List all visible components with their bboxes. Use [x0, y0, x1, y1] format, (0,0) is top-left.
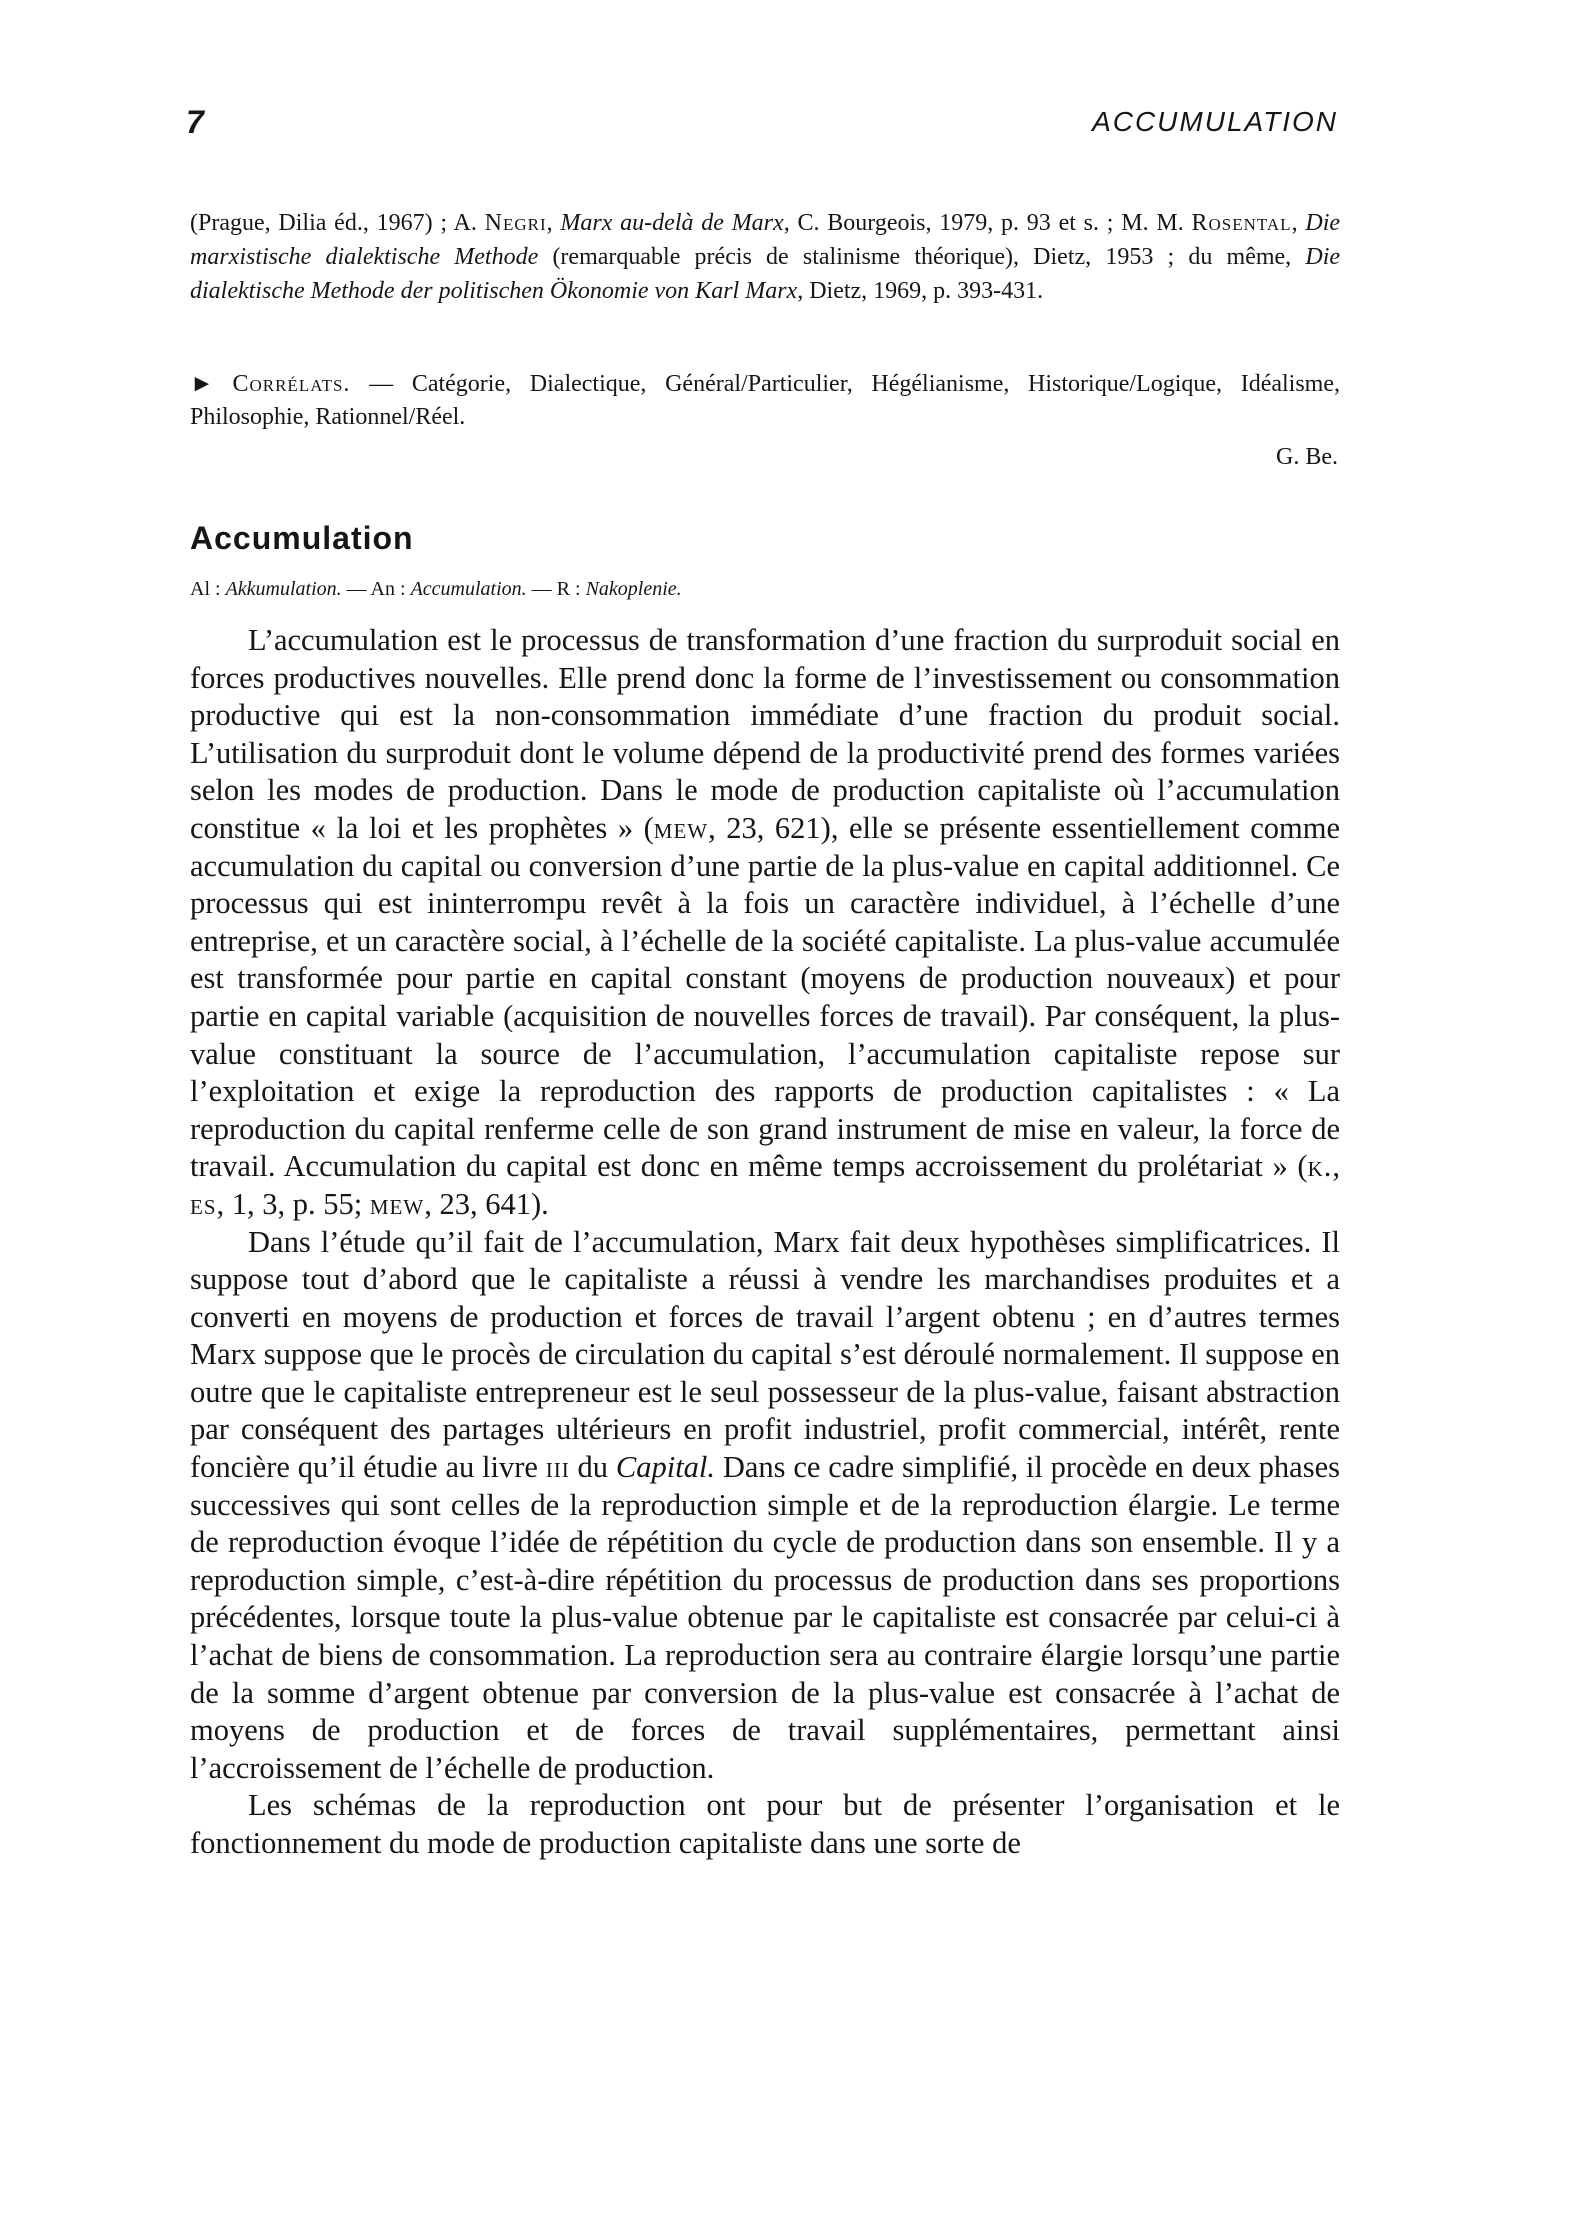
body-paragraph [190, 622, 1340, 1224]
text-run: Dans ce cadre simplifié, il procède en deux phases successives qui sont celles de la reproduction simple et de la reproduction élargie. Le terme de reproduction évoque l’idée de répétition du cycle de production dans son ensemble. Il y a reproduction simple, c’est-à-dire répétition du processus de production dans ses proportions précédentes, lorsque toute la plus-value obtenue par le capitaliste est consacrée par celui-ci à l’achat de biens de consommation. La reproduction sera au contraire élargie lorsqu’une partie de la somme d’argent obtenue par conversion de la plus-value est consacrée à l’achat de moyens de production et de forces de travail supplémentaires, permettant ainsi l’accroissement de l’échelle de production. [190, 1450, 1340, 1785]
correlats-list: — Catégorie, Dialectique, Général/Particulier, Hégélianisme, Historique/Logique, Idéalisme, Philosophie, Rationnel/Réel. [190, 371, 1341, 430]
biblio-segment: , [546, 210, 561, 236]
abbrev-es: es [190, 1186, 217, 1221]
work-title: Capital. [615, 1450, 716, 1485]
text-run: , 23, 621), elle se présente essentiellement comme accumulation du capital ou conversion d’une partie de la plus-value en capital additionnel. Ce processus qui est ininterrompu revêt à la fois un caractère individuel, à l’échelle d’une entreprise, et un caractère social, à l’échelle de la société capitaliste. La plus-value accumulée est transformée pour partie en capital constant (moyens de production nouveaux) et pour partie en capital variable (acquisition de nouvelles forces de travail). Par conséquent, la plus-value constituant la source de l’accumulation, l’accumulation capitaliste repose sur l’exploitation et exige la reproduction des rapports de production capitalistes : « La reproduction du capital renferme celle de son grand instrument de mise en valeur, la force de travail. Accumulation du capital est donc en même temps accroissement du prolétariat » ( [190, 810, 1340, 1184]
text-run: Dans l’étude qu’il fait de l’accumulation, Marx fait deux hypothèses simplificatrices. Il suppose tout d’abord que le capitaliste a réussi à vendre les marchandises produites et a converti en moyens de production et forces de travail l’argent obtenu ; en d’autres termes Marx suppose que le procès de circulation du capital s’est déroulé normalement. Il suppose en outre que le capitaliste entrepreneur est le seul possesseur de la plus-value, faisant abstraction par conséquent des partages ultérieurs en profit industriel, profit commercial, intérêt, rente foncière qu’il étudie au livre [190, 1224, 1340, 1485]
work-title: Marx au-delà de Marx [560, 210, 784, 236]
biblio-segment: , Dietz, 1969, p. 393-431. [797, 278, 1044, 304]
page-number: 7 [186, 104, 204, 140]
translation-german: Akkumulation. [225, 578, 342, 600]
roman-numeral: iii [545, 1450, 570, 1485]
correlats-text [190, 368, 1340, 434]
biblio-segment: , C. Bourgeois, 1979, p. 93 et s. ; M. M. [783, 210, 1192, 236]
translation-english: Accumulation. [410, 578, 527, 600]
correlats-section [190, 368, 1340, 434]
lang-prefix-al: Al : [190, 578, 226, 600]
author-signature: G. Be. [1276, 444, 1338, 470]
biblio-segment: (Prague, Dilia éd., 1967) ; A. [190, 210, 485, 236]
author-negri: Negri [484, 210, 547, 236]
body-paragraph [190, 1224, 1340, 1788]
author-rosental: Rosental [1191, 210, 1292, 236]
body-paragraph: Les schémas de la reproduction ont pour but de présenter l’organisation et le fonctionnement du mode de production capitaliste dans une sorte de [190, 1788, 1340, 1860]
abbrev-mew: mew [653, 810, 709, 845]
work-title: Die marxistische dialektische Methode [190, 210, 1341, 270]
bibliography-text [190, 206, 1340, 308]
triangle-right-icon: ► [190, 371, 214, 397]
entry-body [190, 622, 1340, 1863]
biblio-segment: , [1291, 210, 1306, 236]
bibliography [190, 206, 1340, 308]
lang-prefix-r: — R : [526, 578, 586, 600]
lang-prefix-an: — An : [341, 578, 411, 600]
abbrev-k: k. [1307, 1149, 1333, 1184]
text-run: L’accumulation est le processus de transformation d’une fraction du surproduit social en forces productives nouvelles. Elle prend donc la forme de l’investissement ou consommation productive qui est la non-consommation immédiate d’une fraction du produit social. L’utilisation du surproduit dont le volume dépend de la productivité prend des formes variées selon les modes de production. Dans le mode de production capitaliste où l’accumulation constitue « la loi et les prophètes » ( [190, 623, 1340, 845]
abbrev-mew: mew [369, 1186, 425, 1221]
text-run: du [569, 1450, 616, 1485]
translations-line [190, 578, 682, 601]
translation-russian: Nakoplenie. [585, 578, 682, 600]
text-run: , 1, 3, p. 55; [216, 1186, 370, 1221]
biblio-segment: (remarquable précis de stalinisme théorique), Dietz, 1953 ; du même, [538, 244, 1306, 270]
entry-title: Accumulation [190, 520, 414, 556]
running-head: ACCUMULATION [1092, 106, 1338, 137]
work-title: Die dialektische Methode der politischen Ökonomie von Karl Marx [190, 244, 1341, 304]
correlats-label: Corrélats. [232, 371, 351, 397]
text-run: , [1332, 1149, 1340, 1184]
text-run: , 23, 641). [424, 1186, 549, 1221]
